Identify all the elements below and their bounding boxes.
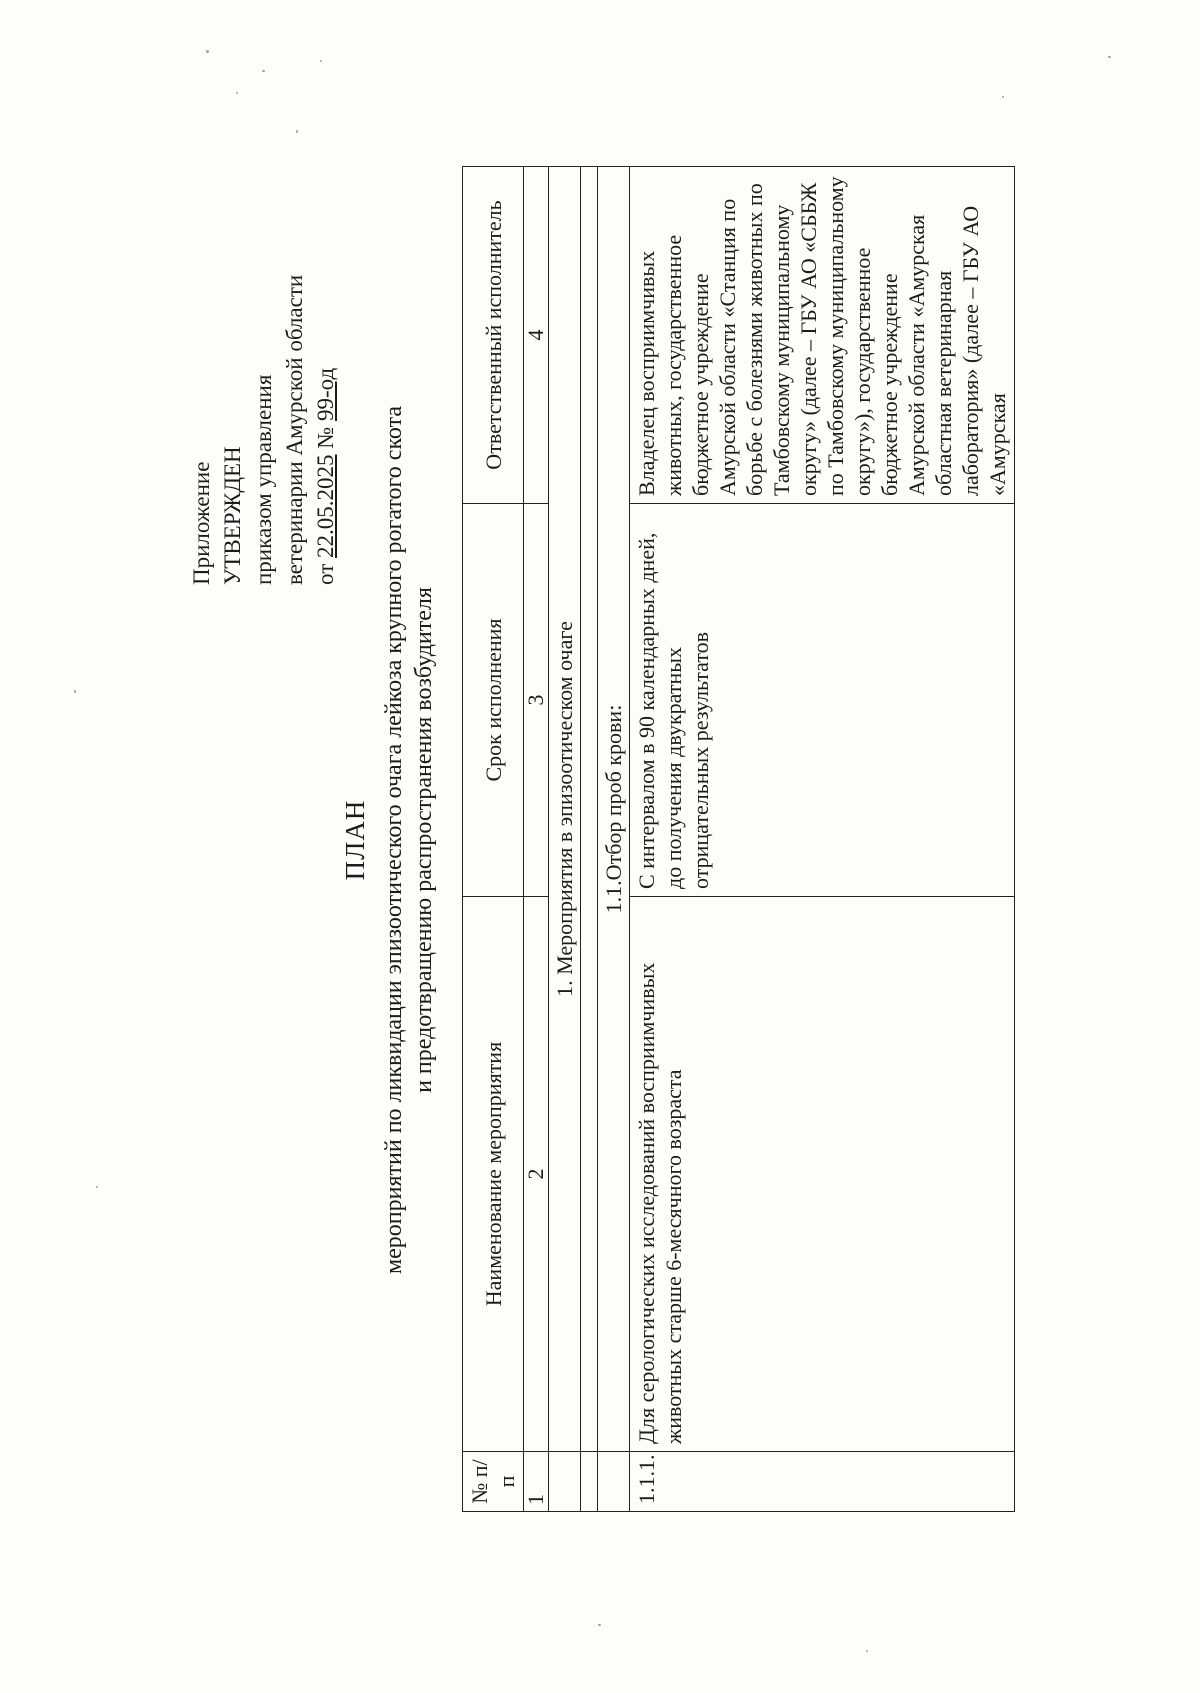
document-page <box>0 32 1200 1660</box>
scan-speckle <box>1108 56 1111 58</box>
table-header-row <box>463 167 524 1512</box>
scan-speckle <box>262 70 265 72</box>
row-executor: Владелец восприимчивых животных, государственное бюджетное учреждение Амурской области «Станция по борьбе с болезнями животных по Тамбовскому муниципальному округу» (далее – ГБУ АО «СББЖ по Тамбовскому муниципальному округу»), государственное бюджетное учреждение Амурской области «Амурская областная ветеринарная лаборатория» (далее – ГБУ АО «Амурская <box>630 167 1015 504</box>
subsection-heading: 1.1.Отбор проб крови: <box>598 167 630 1452</box>
subsection-empty-cell <box>598 1452 630 1512</box>
section-empty-cell <box>549 1452 581 1512</box>
approval-line-date-number <box>310 275 341 585</box>
approval-line-department: ветеринарии Амурской области <box>282 274 307 585</box>
scan-speckle <box>866 1650 868 1652</box>
scan-speckle <box>206 50 209 53</box>
approval-number-prefix: № <box>313 421 338 455</box>
table-row <box>630 167 1015 1512</box>
approval-stamp-block <box>186 275 341 585</box>
spacer-cell <box>581 1452 598 1512</box>
scan-speckle <box>236 92 238 94</box>
approval-line-order: приказом управления <box>251 374 276 585</box>
subsection-row <box>598 167 630 1512</box>
scan-speckle <box>598 1624 601 1626</box>
document-title: ПЛАН <box>340 799 370 881</box>
header-name: Наименование мероприятия <box>463 897 524 1452</box>
header-num: № п/п <box>463 1452 524 1512</box>
column-number: 4 <box>524 167 549 504</box>
approval-date-prefix: от <box>313 558 338 585</box>
plan-table <box>462 166 1015 1512</box>
row-activity-name: Для серологических исследований восприимчивых животных старше 6-месячного возраста <box>630 897 1015 1452</box>
approval-number: 99-од <box>313 367 338 422</box>
header-term: Срок исполнения <box>463 504 524 897</box>
scan-speckle <box>320 60 322 62</box>
column-number-row <box>524 167 549 1512</box>
section-row <box>549 167 581 1512</box>
approval-date: 22.05.2025 <box>313 454 338 558</box>
column-number: 2 <box>524 897 549 1452</box>
spacer-cell <box>581 167 598 1452</box>
approval-line-approved: УТВЕРЖДЕН <box>220 446 245 585</box>
row-term: С интервалом в 90 календарных дней, до получения двукратных отрицательных результатов <box>630 504 1015 897</box>
scan-speckle <box>96 1186 98 1188</box>
document-subtitle-line-1: мероприятий по ликвидации эпизоотического очага лейкоза крупного рогатого скота <box>381 405 407 1275</box>
scan-speckle <box>1002 96 1004 98</box>
title-block <box>340 220 439 1460</box>
scan-speckle <box>74 690 76 693</box>
approval-line-appendix: Приложение <box>189 461 214 585</box>
document-subtitle-line-2: и предотвращению распространения возбудителя <box>411 587 437 1093</box>
column-number: 1 <box>524 1452 549 1512</box>
scan-speckle <box>296 130 298 133</box>
spacer-row <box>581 167 598 1512</box>
section-heading: 1. Мероприятия в эпизоотическом очаге <box>549 167 581 1452</box>
header-executor: Ответственный исполнитель <box>463 167 524 504</box>
column-number: 3 <box>524 504 549 897</box>
row-number: 1.1.1. <box>630 1452 1015 1512</box>
